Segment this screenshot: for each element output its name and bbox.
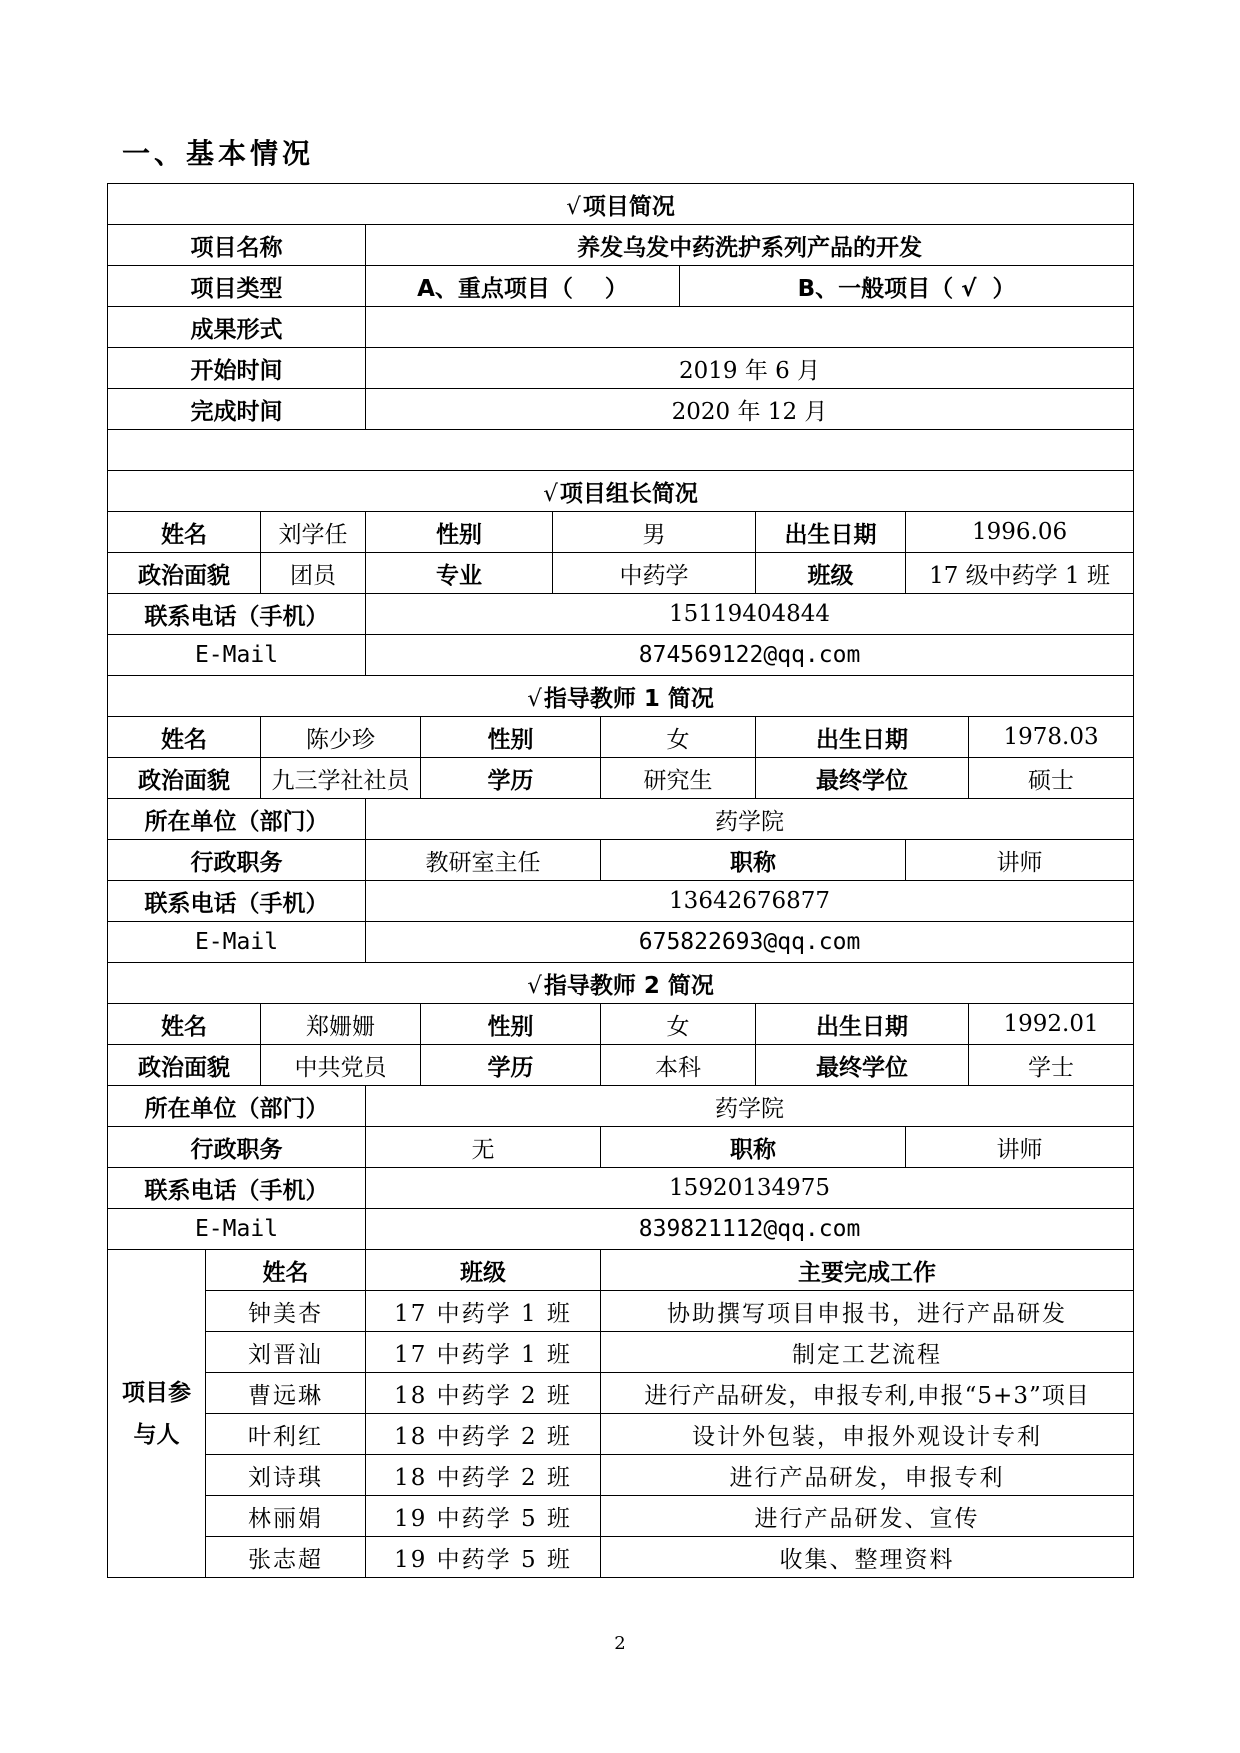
check-icon: √ bbox=[566, 193, 581, 220]
table-row bbox=[108, 1291, 1134, 1332]
label: 成果形式 bbox=[108, 307, 366, 348]
label: 政治面貌 bbox=[108, 758, 261, 799]
project-name-value: 养发乌发中药洗护系列产品的开发 bbox=[366, 225, 1134, 266]
row-teacher2-dept bbox=[108, 1086, 1134, 1127]
label: 行政职务 bbox=[108, 1127, 366, 1168]
section-teacher2 bbox=[108, 963, 1134, 1004]
header-class: 班级 bbox=[366, 1250, 601, 1291]
row-teacher1-1 bbox=[108, 717, 1134, 758]
label: 学历 bbox=[421, 1045, 601, 1086]
row-leader-1 bbox=[108, 512, 1134, 553]
label: 性别 bbox=[366, 512, 553, 553]
label: 所在单位（部门） bbox=[108, 799, 366, 840]
label: 学历 bbox=[421, 758, 601, 799]
row-spacer bbox=[108, 430, 1134, 471]
participant-class: 17 中药学 1 班 bbox=[366, 1291, 601, 1332]
participant-name: 钟美杏 bbox=[206, 1291, 366, 1332]
table-row bbox=[108, 1455, 1134, 1496]
participant-work: 收集、整理资料 bbox=[601, 1537, 1134, 1578]
participant-class: 19 中药学 5 班 bbox=[366, 1537, 601, 1578]
participant-name: 刘诗琪 bbox=[206, 1455, 366, 1496]
participant-work: 进行产品研发，申报专利,申报“5+3”项目 bbox=[601, 1373, 1134, 1414]
teacher2-position: 无 bbox=[366, 1127, 601, 1168]
label: 班级 bbox=[756, 553, 906, 594]
row-start bbox=[108, 348, 1134, 389]
label: 行政职务 bbox=[108, 840, 366, 881]
table-row bbox=[108, 1332, 1134, 1373]
teacher2-edu: 本科 bbox=[601, 1045, 756, 1086]
start-value: 2019 年 6 月 bbox=[366, 348, 1134, 389]
label: E-Mail bbox=[108, 1209, 366, 1250]
header-work: 主要完成工作 bbox=[601, 1250, 1134, 1291]
leader-gender: 男 bbox=[553, 512, 756, 553]
label: 姓名 bbox=[108, 512, 261, 553]
teacher1-title: 讲师 bbox=[906, 840, 1134, 881]
participant-class: 18 中药学 2 班 bbox=[366, 1373, 601, 1414]
row-teacher2-position bbox=[108, 1127, 1134, 1168]
row-teacher2-2 bbox=[108, 1045, 1134, 1086]
label: 职称 bbox=[601, 1127, 906, 1168]
leader-political: 团员 bbox=[261, 553, 366, 594]
teacher2-birth: 1992.01 bbox=[969, 1004, 1134, 1045]
end-value: 2020 年 12 月 bbox=[366, 389, 1134, 430]
teacher1-political: 九三学社社员 bbox=[261, 758, 421, 799]
teacher2-phone: 15920134975 bbox=[366, 1168, 1134, 1209]
participant-name: 刘晋汕 bbox=[206, 1332, 366, 1373]
label: 联系电话（手机） bbox=[108, 1168, 366, 1209]
teacher1-email: 675822693@qq.com bbox=[366, 922, 1134, 963]
label: 职称 bbox=[601, 840, 906, 881]
participant-work: 设计外包装，申报外观设计专利 bbox=[601, 1414, 1134, 1455]
table-row bbox=[108, 1537, 1134, 1578]
participant-class: 18 中药学 2 班 bbox=[366, 1414, 601, 1455]
participant-work: 协助撰写项目申报书，进行产品研发 bbox=[601, 1291, 1134, 1332]
check-icon: √ bbox=[527, 685, 542, 712]
participant-name: 叶利红 bbox=[206, 1414, 366, 1455]
row-teacher2-1 bbox=[108, 1004, 1134, 1045]
label: 联系电话（手机） bbox=[108, 594, 366, 635]
leader-birth: 1996.06 bbox=[906, 512, 1134, 553]
page-number: 2 bbox=[614, 1633, 626, 1654]
label: 姓名 bbox=[108, 717, 261, 758]
participant-work: 制定工艺流程 bbox=[601, 1332, 1134, 1373]
row-teacher2-email bbox=[108, 1209, 1134, 1250]
row-teacher1-position bbox=[108, 840, 1134, 881]
teacher1-gender: 女 bbox=[601, 717, 756, 758]
label: 出生日期 bbox=[756, 1004, 969, 1045]
section-project bbox=[108, 184, 1134, 225]
section-leader bbox=[108, 471, 1134, 512]
label: 出生日期 bbox=[756, 717, 969, 758]
row-leader-phone bbox=[108, 594, 1134, 635]
label: 项目名称 bbox=[108, 225, 366, 266]
label: 姓名 bbox=[108, 1004, 261, 1045]
participants-label: 项目参与人 bbox=[108, 1250, 206, 1578]
empty-cell bbox=[108, 430, 1134, 471]
label: 性别 bbox=[421, 1004, 601, 1045]
header-name: 姓名 bbox=[206, 1250, 366, 1291]
participant-work: 进行产品研发，申报专利 bbox=[601, 1455, 1134, 1496]
label: 开始时间 bbox=[108, 348, 366, 389]
participant-work: 进行产品研发、宣传 bbox=[601, 1496, 1134, 1537]
teacher2-political: 中共党员 bbox=[261, 1045, 421, 1086]
row-project-type bbox=[108, 266, 1134, 307]
leader-name: 刘学任 bbox=[261, 512, 366, 553]
participant-name: 曹远琳 bbox=[206, 1373, 366, 1414]
row-leader-2 bbox=[108, 553, 1134, 594]
teacher1-edu: 研究生 bbox=[601, 758, 756, 799]
teacher2-name: 郑姗姗 bbox=[261, 1004, 421, 1045]
teacher2-dept: 药学院 bbox=[366, 1086, 1134, 1127]
teacher1-degree: 硕士 bbox=[969, 758, 1134, 799]
section-title: 指导教师 1 简况 bbox=[543, 685, 714, 712]
participant-class: 17 中药学 1 班 bbox=[366, 1332, 601, 1373]
label: E-Mail bbox=[108, 635, 366, 676]
label: 项目类型 bbox=[108, 266, 366, 307]
leader-major: 中药学 bbox=[553, 553, 756, 594]
participant-name: 林丽娟 bbox=[206, 1496, 366, 1537]
label: 联系电话（手机） bbox=[108, 881, 366, 922]
section-title: 项目组长简况 bbox=[559, 480, 698, 507]
section-title: 指导教师 2 简况 bbox=[543, 972, 714, 999]
table-row bbox=[108, 1496, 1134, 1537]
row-teacher1-phone bbox=[108, 881, 1134, 922]
label: 完成时间 bbox=[108, 389, 366, 430]
teacher1-position: 教研室主任 bbox=[366, 840, 601, 881]
teacher2-degree: 学士 bbox=[969, 1045, 1134, 1086]
participant-name: 张志超 bbox=[206, 1537, 366, 1578]
label: 性别 bbox=[421, 717, 601, 758]
label: 政治面貌 bbox=[108, 1045, 261, 1086]
teacher2-email: 839821112@qq.com bbox=[366, 1209, 1134, 1250]
leader-phone: 15119404844 bbox=[366, 594, 1134, 635]
row-teacher1-dept bbox=[108, 799, 1134, 840]
section-title: 项目简况 bbox=[582, 193, 675, 220]
teacher1-birth: 1978.03 bbox=[969, 717, 1134, 758]
teacher1-name: 陈少珍 bbox=[261, 717, 421, 758]
row-teacher1-2 bbox=[108, 758, 1134, 799]
teacher1-phone: 13642676877 bbox=[366, 881, 1134, 922]
type-b-option: B、一般项目（ √ ） bbox=[680, 266, 1134, 307]
row-project-name bbox=[108, 225, 1134, 266]
leader-class: 17 级中药学 1 班 bbox=[906, 553, 1134, 594]
check-icon: √ bbox=[543, 480, 558, 507]
participant-class: 19 中药学 5 班 bbox=[366, 1496, 601, 1537]
basic-info-table bbox=[107, 183, 1134, 1578]
label: 最终学位 bbox=[756, 1045, 969, 1086]
label: 专业 bbox=[366, 553, 553, 594]
label: 最终学位 bbox=[756, 758, 969, 799]
label: 出生日期 bbox=[756, 512, 906, 553]
label: 所在单位（部门） bbox=[108, 1086, 366, 1127]
participants-header bbox=[108, 1250, 1134, 1291]
table-row bbox=[108, 1414, 1134, 1455]
table-row bbox=[108, 1373, 1134, 1414]
teacher2-title: 讲师 bbox=[906, 1127, 1134, 1168]
teacher1-dept: 药学院 bbox=[366, 799, 1134, 840]
participant-class: 18 中药学 2 班 bbox=[366, 1455, 601, 1496]
leader-email: 874569122@qq.com bbox=[366, 635, 1134, 676]
row-end bbox=[108, 389, 1134, 430]
section-teacher1 bbox=[108, 676, 1134, 717]
result-value bbox=[366, 307, 1134, 348]
type-a-option: A、重点项目（ ） bbox=[366, 266, 680, 307]
row-teacher2-phone bbox=[108, 1168, 1134, 1209]
row-teacher1-email bbox=[108, 922, 1134, 963]
check-icon: √ bbox=[527, 972, 542, 999]
row-result bbox=[108, 307, 1134, 348]
label: 政治面貌 bbox=[108, 553, 261, 594]
label: E-Mail bbox=[108, 922, 366, 963]
teacher2-gender: 女 bbox=[601, 1004, 756, 1045]
page-title: 一、基本情况 bbox=[122, 137, 315, 170]
row-leader-email bbox=[108, 635, 1134, 676]
